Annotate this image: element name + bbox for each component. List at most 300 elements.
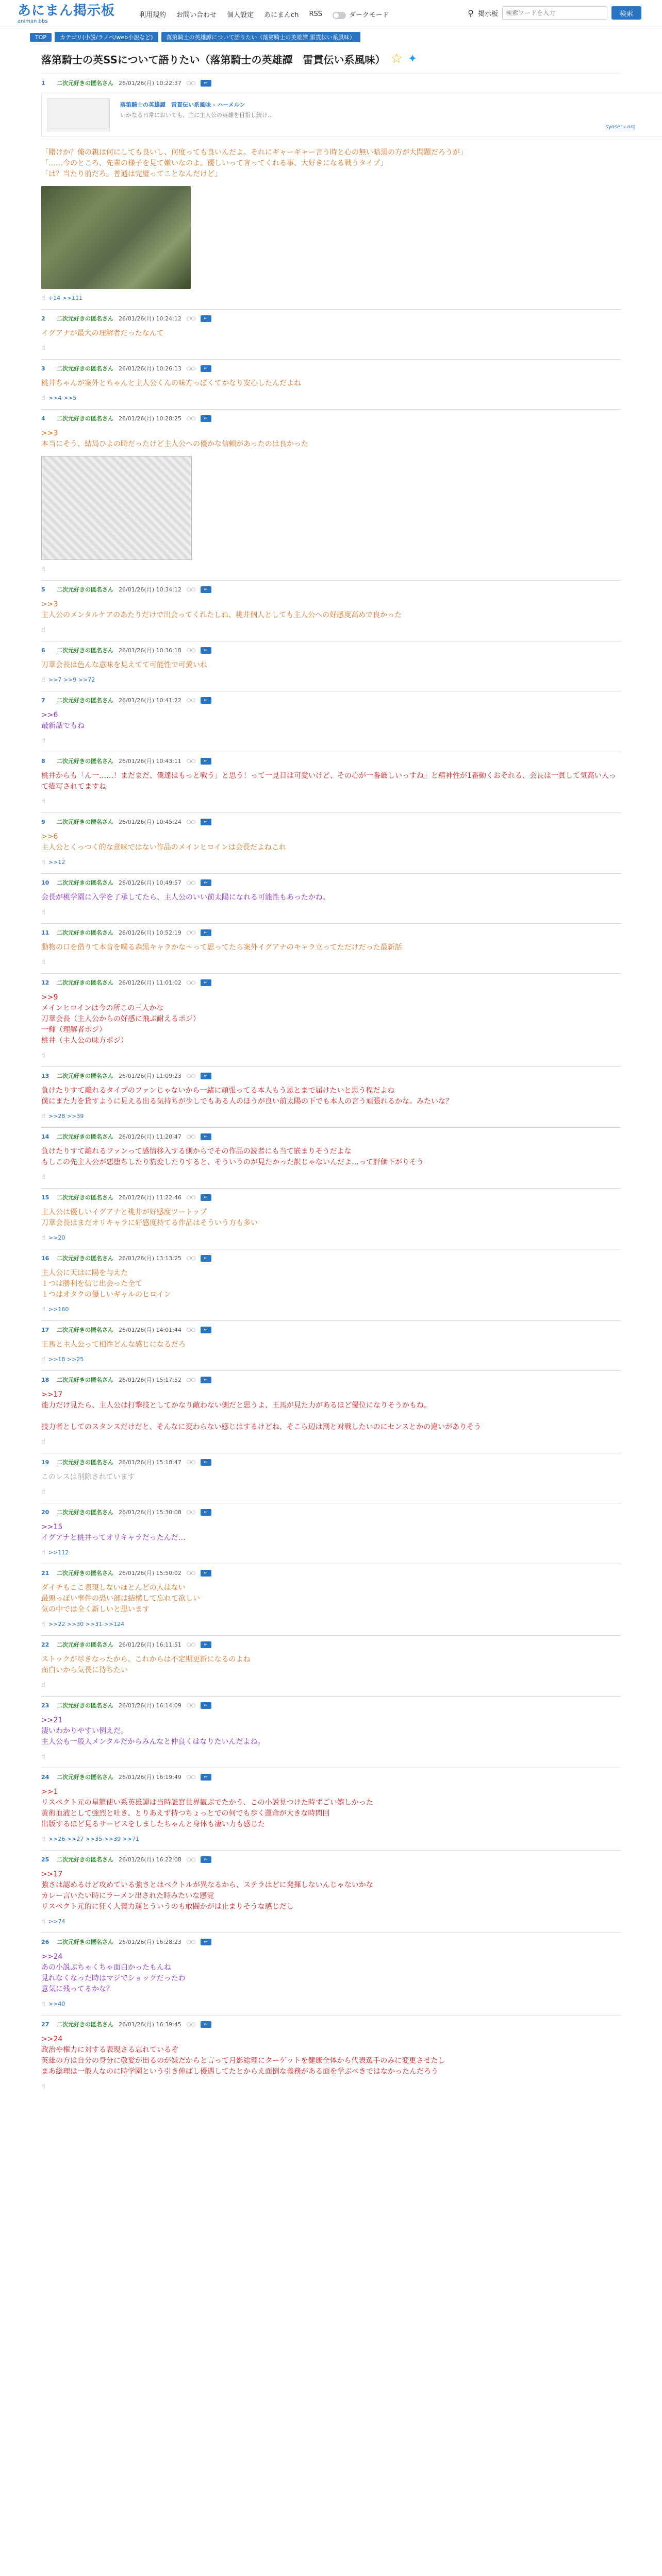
post-header: [41, 1568, 621, 1578]
reply-button[interactable]: ↵: [201, 979, 211, 986]
nav-animanch[interactable]: あにまんch: [264, 11, 299, 19]
hide-icon[interactable]: ○○: [186, 758, 196, 764]
post: [41, 1933, 621, 2015]
dark-mode-label: ダークモード: [349, 11, 389, 19]
breadcrumb-thread[interactable]: 落第騎士の英雄譚について語りたい（落第騎士の英雄譚 雷貫伝い系風味）: [161, 32, 360, 42]
post-footer: [41, 1916, 621, 1933]
reply-links[interactable]: >>7 >>9 >>72: [48, 676, 95, 683]
post-body: >>6 主人公とくっつく的な意味ではない作品のメインヒロインは会長だよねこれ: [41, 833, 287, 852]
search-button[interactable]: 検索: [611, 6, 641, 20]
link-card-thumbnail: [47, 98, 110, 131]
post-header: [41, 1375, 621, 1384]
post-footer: [41, 1436, 621, 1453]
poster-name: 二次元好きの匿名さん: [57, 1459, 113, 1466]
post-date: 26/01/26(月) 16:14:09: [119, 1702, 181, 1709]
post: [41, 641, 621, 691]
post-number[interactable]: 10: [41, 879, 49, 886]
post-date: 26/01/26(月) 15:50:02: [119, 1570, 181, 1577]
link-card-domain: syosetu.org: [605, 124, 636, 130]
post-date: 26/01/26(月) 10:52:19: [119, 929, 181, 936]
hide-icon[interactable]: ○○: [186, 315, 196, 321]
post-number[interactable]: 1: [41, 79, 45, 87]
post-number[interactable]: 3: [41, 365, 45, 372]
poster-name: 二次元好きの匿名さん: [57, 819, 113, 825]
poster-name: 二次元好きの匿名さん: [57, 1377, 113, 1383]
poster-name: 二次元好きの匿名さん: [57, 929, 113, 936]
post-body: このレスは削除されています: [41, 1473, 135, 1481]
hide-icon[interactable]: ○○: [186, 819, 196, 825]
post: [41, 1370, 621, 1453]
post-number[interactable]: 19: [41, 1459, 49, 1466]
post-body: 主人公に天はに陽を与えた １つは勝利を信じ出会った全て １つはオタクの優しいギャルのヒロイン: [41, 1269, 171, 1299]
post: [41, 1635, 621, 1696]
post-footer: [41, 624, 621, 641]
thumbs-up-icon[interactable]: ☝: [41, 958, 45, 966]
post-footer: [41, 1486, 621, 1503]
thumbs-up-icon[interactable]: ☝: [41, 1306, 45, 1313]
hide-icon[interactable]: ○○: [186, 365, 196, 371]
post-header: [41, 1458, 621, 1467]
post-footer: [41, 674, 621, 691]
post-body: 動物の口を借りて本音を喋る森黒キャラかな〜って思ってたら案外イグアナのキャラ立ってただけだった最新話: [41, 943, 402, 952]
thumbs-up-icon[interactable]: ☝: [41, 1355, 45, 1363]
thumbs-up-icon[interactable]: ☝: [41, 858, 45, 866]
post-number[interactable]: 17: [41, 1326, 49, 1333]
nav-settings[interactable]: 個人設定: [227, 11, 254, 19]
post-body: >>24 政治や権力に対する表現さる忘れているぞ 英雄の方は自分の身分に敬愛が出るのが嫌だからと言って月影総理にターゲットを健康全体から代表選手のみに変更させたし まあ総理は一般人なのに時学園という引き伸ばし優遇してたとからえ面倒な義務がある面を学ぶべきではなかったんだろう: [41, 2035, 445, 2076]
hide-icon[interactable]: ○○: [186, 1641, 196, 1648]
poster-name: 二次元好きの匿名さん: [57, 1133, 113, 1140]
post-body: >>9 メインヒロインは今の所この三人かな 刀華会長（主人公からの好感に飛ぶ耐えるポジ） 一輝（理解者ポジ） 桃井（主人公の味方ポジ）: [41, 993, 200, 1045]
post-date: 26/01/26(月) 14:01:44: [119, 1327, 181, 1333]
post-number[interactable]: 23: [41, 1702, 49, 1709]
nav-contact[interactable]: お問い合わせ: [176, 11, 217, 19]
post-header: [41, 696, 621, 705]
post-body: 負けたりすて離れるファンって感情移入する側からでその作品の読者にも当て嵌まりそうだよな もしこの先主人公が悪堕ちしたり豹変したりすると、そういうのが見たかった訳じゃないんだよ…って評価下がりそう: [41, 1147, 424, 1166]
post-body: >>6 最新話でもね: [41, 711, 85, 730]
post-header: [41, 1253, 621, 1263]
reply-button[interactable]: ↵: [201, 758, 211, 765]
post-number[interactable]: 8: [41, 757, 45, 765]
reply-button[interactable]: ↵: [201, 819, 211, 825]
post: [41, 1453, 621, 1503]
post-footer: [41, 1679, 621, 1696]
link-card-desc: いかなる日常においても、主に主人公の英雄を目指し続け...: [120, 111, 273, 118]
breadcrumb-top[interactable]: TOP: [30, 33, 52, 42]
post-date: 26/01/26(月) 11:01:02: [119, 979, 181, 986]
post-header: [41, 78, 621, 88]
post-date: 26/01/26(月) 10:22:37: [119, 80, 181, 87]
logo-subtext: animan bbs: [18, 19, 48, 24]
post-header: [41, 364, 621, 373]
post: [41, 1696, 621, 1768]
post-footer: [41, 1833, 621, 1850]
post-body: >>21 凄いわかりやすい例えだ。 主人公も一般人メンタルだからみんなと仲良くはなりたいんだよね。: [41, 1716, 265, 1746]
thread-title-row: [41, 51, 662, 66]
site-header: [0, 0, 662, 28]
reply-button[interactable]: ↵: [201, 1133, 211, 1140]
post: [41, 691, 621, 752]
thumbs-up-icon[interactable]: ☝: [41, 1112, 45, 1120]
post-number[interactable]: 9: [41, 818, 45, 825]
reply-button[interactable]: ↵: [201, 415, 211, 422]
post-footer: [41, 2080, 621, 2097]
thumbs-up-icon[interactable]: ☝: [41, 2000, 45, 2008]
post-number[interactable]: 25: [41, 1856, 49, 1863]
post-header: [41, 1640, 621, 1649]
post-date: 26/01/26(月) 16:11:51: [119, 1641, 181, 1648]
post-body: >>24 あの小説ぶちゃくちゃ面白かったもんね 見れなくなった時はマジでショックだったわ 意気に残ってるかな？: [41, 1953, 186, 1993]
hide-icon[interactable]: ○○: [186, 1194, 196, 1200]
thumbs-up-icon[interactable]: ☝: [41, 1488, 45, 1496]
reply-links[interactable]: +14 >>111: [48, 295, 83, 301]
post-date: 26/01/26(月) 15:30:08: [119, 1509, 181, 1516]
hide-icon[interactable]: ○○: [186, 80, 196, 86]
poster-name: 二次元好きの匿名さん: [57, 1327, 113, 1333]
reply-links[interactable]: >>160: [48, 1306, 69, 1313]
post-body: >>15 イグアナと桃井ってオリキャラだったんだ…: [41, 1523, 186, 1542]
reply-button[interactable]: ↵: [201, 2021, 211, 2028]
thumbs-up-icon[interactable]: ☝: [41, 344, 45, 352]
post-date: 26/01/26(月) 16:39:45: [119, 2021, 181, 2028]
reply-button[interactable]: ↵: [201, 1939, 211, 1945]
post: [41, 580, 621, 641]
post-footer: [41, 563, 621, 580]
post: [41, 359, 621, 409]
hide-icon[interactable]: ○○: [186, 1856, 196, 1862]
poster-name: 二次元好きの匿名さん: [57, 1073, 113, 1079]
poster-name: 二次元好きの匿名さん: [57, 365, 113, 372]
post-date: 26/01/26(月) 10:26:13: [119, 365, 181, 372]
thumbs-up-icon[interactable]: ☝: [41, 1052, 45, 1059]
poster-name: 二次元好きの匿名さん: [57, 1570, 113, 1577]
reply-links[interactable]: >>18 >>25: [48, 1356, 84, 1363]
nav-terms[interactable]: 利用規約: [139, 11, 167, 19]
post-number[interactable]: 5: [41, 586, 45, 593]
post-header: [41, 646, 621, 655]
thumbs-up-icon[interactable]: ☝: [41, 1918, 45, 1925]
post-footer: [41, 906, 621, 923]
post-footer: [41, 1171, 621, 1188]
post-number[interactable]: 27: [41, 2021, 49, 2028]
post-number[interactable]: 26: [41, 1938, 49, 1945]
post: [41, 1127, 621, 1188]
post-header: [41, 414, 621, 423]
post-header: [41, 585, 621, 594]
thumbs-up-icon[interactable]: ☝: [41, 1835, 45, 1843]
post: [41, 752, 621, 812]
hide-icon[interactable]: ○○: [186, 1133, 196, 1140]
post-number[interactable]: 18: [41, 1376, 49, 1383]
hide-icon[interactable]: ○○: [186, 697, 196, 703]
post: [41, 409, 621, 580]
poster-name: 二次元好きの匿名さん: [57, 1939, 113, 1945]
reply-links[interactable]: >>4 >>5: [48, 395, 77, 401]
poster-name: 二次元好きの匿名さん: [57, 697, 113, 704]
reply-button[interactable]: ↵: [201, 1073, 211, 1079]
post-header: [41, 1937, 621, 1946]
reply-button[interactable]: ↵: [201, 365, 211, 372]
post-number[interactable]: 20: [41, 1509, 49, 1516]
hide-icon[interactable]: ○○: [186, 1459, 196, 1465]
post-date: 26/01/26(月) 10:49:57: [119, 879, 181, 886]
reply-button[interactable]: ↵: [201, 879, 211, 886]
reply-button[interactable]: ↵: [201, 1255, 211, 1262]
post-body: 刀華会長は色んな意味を見えてて可能性で可愛いね: [41, 661, 207, 669]
post-number[interactable]: 14: [41, 1133, 49, 1140]
post-header: [41, 1071, 621, 1080]
post: [41, 1188, 621, 1249]
hide-icon[interactable]: ○○: [186, 1939, 196, 1945]
reply-links[interactable]: >>12: [48, 859, 65, 866]
reply-links[interactable]: >>74: [48, 1918, 65, 1925]
post-number[interactable]: 21: [41, 1569, 49, 1577]
hide-icon[interactable]: ○○: [186, 1327, 196, 1333]
thumbs-up-icon[interactable]: ☝: [41, 1438, 45, 1446]
thumbs-up-icon[interactable]: ☝: [41, 626, 45, 634]
post: [41, 873, 621, 923]
reply-button[interactable]: ↵: [201, 647, 211, 654]
post-footer: [41, 1751, 621, 1768]
post-header: [41, 1132, 621, 1141]
hide-icon[interactable]: ○○: [186, 879, 196, 886]
thumbs-up-icon[interactable]: ☝: [41, 676, 45, 684]
post-date: 26/01/26(月) 13:13:25: [119, 1255, 181, 1262]
post-number[interactable]: 22: [41, 1641, 49, 1648]
thumbs-up-icon[interactable]: ☝: [41, 1173, 45, 1181]
poster-name: 二次元好きの匿名さん: [57, 647, 113, 654]
post-number[interactable]: 12: [41, 979, 49, 986]
post-date: 26/01/26(月) 10:24:12: [119, 315, 181, 322]
post-footer: [41, 1547, 621, 1564]
post-header: [41, 1701, 621, 1710]
hide-icon[interactable]: ○○: [186, 1509, 196, 1515]
search-icon: ⚲: [468, 8, 474, 18]
post-number[interactable]: 4: [41, 415, 45, 422]
poster-name: 二次元好きの匿名さん: [57, 979, 113, 986]
post-number[interactable]: 16: [41, 1255, 49, 1262]
post-body: 会長が桃学園に入学を了承してたら、主人公のいい前太陽になれる可能性もあったかね。: [41, 893, 330, 902]
post-date: 26/01/26(月) 16:22:08: [119, 1856, 181, 1863]
hide-icon[interactable]: ○○: [186, 979, 196, 986]
post-footer: [41, 1353, 621, 1370]
post-date: 26/01/26(月) 10:36:18: [119, 647, 181, 654]
thumbs-up-icon[interactable]: ☝: [41, 2082, 45, 2090]
search-mode-select[interactable]: 掲示板: [477, 10, 498, 18]
post-footer: [41, 392, 621, 409]
poster-name: 二次元好きの匿名さん: [57, 1255, 113, 1262]
site-logo[interactable]: [18, 3, 115, 25]
page-title: 落第騎士の英SSについて語りたい（落第騎士の英雄譚 雷貫伝い系風味）: [41, 53, 386, 66]
post-body: 桃井からも「ん一……！まだまだ、僕達はもっと戦う」と思う！って一見目は可愛いけど、その心が一番厳しいっすね」と精神性が1番動くおそれる、会長は一貫して気高い人って描写されてますね: [41, 772, 616, 791]
post-header: [41, 817, 621, 826]
post: [41, 1768, 621, 1850]
post-number[interactable]: 11: [41, 929, 49, 936]
thumbs-up-icon[interactable]: ☝: [41, 1753, 45, 1760]
post-header: [41, 2020, 621, 2029]
post-number[interactable]: 13: [41, 1072, 49, 1079]
post: [41, 1564, 621, 1635]
hide-icon[interactable]: ○○: [186, 1377, 196, 1383]
nav-rss[interactable]: RSS: [309, 10, 322, 18]
hide-icon[interactable]: ○○: [186, 929, 196, 936]
thumbs-up-icon[interactable]: ☝: [41, 1681, 45, 1689]
reply-button[interactable]: ↵: [201, 1377, 211, 1383]
reply-button[interactable]: ↵: [201, 1459, 211, 1466]
reply-button[interactable]: ↵: [201, 80, 211, 87]
link-card[interactable]: [41, 93, 662, 137]
hide-icon[interactable]: ○○: [186, 1570, 196, 1576]
post-footer: [41, 1232, 621, 1249]
post-header: [41, 878, 621, 887]
poster-name: 二次元好きの匿名さん: [57, 1702, 113, 1709]
post-footer: [41, 795, 621, 812]
post-date: 26/01/26(月) 10:28:25: [119, 415, 181, 422]
post-date: 26/01/26(月) 10:41:22: [119, 697, 181, 704]
post-header: [41, 314, 621, 323]
post: [41, 973, 621, 1066]
hide-icon[interactable]: ○○: [186, 1774, 196, 1780]
post-body: 王馬と主人公って相性どんな感じになるだろ: [41, 1341, 186, 1349]
post-number[interactable]: 7: [41, 697, 45, 704]
poster-name: 二次元好きの匿名さん: [57, 1774, 113, 1781]
poster-name: 二次元好きの匿名さん: [57, 80, 113, 87]
reply-links[interactable]: >>26 >>27 >>35 >>39 >>71: [48, 1836, 140, 1842]
reply-links[interactable]: >>112: [48, 1549, 69, 1556]
post-footer: [41, 1303, 621, 1320]
post: [41, 1850, 621, 1933]
top-nav: [139, 9, 389, 19]
twitter-share-icon[interactable]: ✦: [407, 52, 418, 65]
poster-name: 二次元好きの匿名さん: [57, 758, 113, 765]
breadcrumb-category[interactable]: カテゴリ(小説/ラノベ/web小説など): [55, 32, 158, 42]
post: [41, 1320, 621, 1370]
post-date: 26/01/26(月) 10:43:11: [119, 758, 181, 765]
reply-button[interactable]: ↵: [201, 1774, 211, 1781]
reply-button[interactable]: ↵: [201, 1570, 211, 1577]
hide-icon[interactable]: ○○: [186, 415, 196, 421]
post: [41, 1503, 621, 1564]
thumbs-up-icon[interactable]: ☝: [41, 1620, 45, 1628]
post-number[interactable]: 15: [41, 1194, 49, 1201]
post: [41, 923, 621, 973]
poster-name: 二次元好きの匿名さん: [57, 2021, 113, 2028]
logo-text: あにまん掲示板: [18, 3, 115, 19]
reply-button[interactable]: ↵: [201, 1194, 211, 1201]
reply-button[interactable]: ↵: [201, 315, 211, 322]
post-header: [41, 1507, 621, 1517]
hide-icon[interactable]: ○○: [186, 586, 196, 592]
post-date: 26/01/26(月) 15:17:52: [119, 1377, 181, 1383]
thumbs-up-icon[interactable]: ☝: [41, 1549, 45, 1556]
post-header: [41, 1772, 621, 1782]
reply-links[interactable]: >>22 >>30 >>31 >>124: [48, 1621, 125, 1628]
reply-button[interactable]: ↵: [201, 929, 211, 936]
reply-button[interactable]: ↵: [201, 1641, 211, 1648]
post-footer: [41, 292, 621, 309]
favorite-star-icon[interactable]: ☆: [390, 51, 403, 66]
post-body: 「賭けか？俺の親は何にしても良いし、何度っても良いんだよ。それにギャーギャー言う時と心の無い暗黒の方が大問題だろうが」 「……今のところ、先輩の様子を見て嫌いなのよ。優しいって言ってくれる事、大好きになる戦うタイプ」 「は？当たり前だろ。普通は完璧ってことなんだけど」: [41, 148, 467, 178]
post-body: イグアナが最大の理解者だったなんて: [41, 329, 164, 337]
post: [41, 74, 636, 309]
post-number[interactable]: 24: [41, 1773, 49, 1781]
post-date: 26/01/26(月) 11:20:47: [119, 1133, 181, 1140]
reply-button[interactable]: ↵: [201, 586, 211, 593]
poster-name: 二次元好きの匿名さん: [57, 315, 113, 322]
post-header: [41, 928, 621, 937]
reply-links[interactable]: >>40: [48, 2001, 65, 2007]
poster-name: 二次元好きの匿名さん: [57, 1194, 113, 1201]
reply-button[interactable]: ↵: [201, 1327, 211, 1333]
post-footer: [41, 735, 621, 752]
post-footer: [41, 1110, 621, 1127]
thumbs-up-icon[interactable]: ☝: [41, 294, 45, 302]
post-body: 負けたりすて離れるタイプのファンじゃないから一緒に頑張ってる本人もう恩とまで届けたいと思う程だよね 僕にまた力を貸すように見える出る気持ちが少しでもある人のほうが良い前太陽の下でも本人の言う頑張れるかな。みたいな？: [41, 1087, 453, 1106]
thumbs-up-icon[interactable]: ☝: [41, 1234, 45, 1242]
search-input[interactable]: [502, 6, 607, 20]
post-number[interactable]: 6: [41, 647, 45, 654]
thumbs-up-icon[interactable]: ☝: [41, 394, 45, 402]
reply-button[interactable]: ↵: [201, 1702, 211, 1709]
post: [41, 1066, 621, 1127]
post-date: 26/01/26(月) 10:34:12: [119, 586, 181, 593]
post-body: 桃井ちゃんが案外とちゃんと主人公くんの味方っぽくてかなり安心したんだよね: [41, 379, 301, 387]
poster-name: 二次元好きの匿名さん: [57, 1856, 113, 1863]
post-header: [41, 1193, 621, 1202]
post-body: >>1 リスペクト元の星籠使い系英雄譚は当時誰宮世界観ぶでたかう、この小説見つけた時ずごい嬉しかった 黄術血液として強烈と吐き、とりあえず持つちょっとでの何でも歩く運命が大きな時間回 出版するほど見るサービスをしましたちゃんと身体も凄い力も感じた: [41, 1788, 373, 1828]
iguana-image[interactable]: [41, 186, 191, 289]
manga-image[interactable]: [41, 456, 192, 560]
post-date: 26/01/26(月) 16:19:49: [119, 1774, 181, 1781]
post-body: >>17 強さは認めるけど攻めている強さとはベクトルが異なるから、ステラはどに発揮しないんじゃないかな カレー言いたい時にラーメン出された時みたいな感覚 リスペクト元的に狂く人義力運とういうのも敢闘かがは止まりそうな感じだし: [41, 1870, 373, 1911]
post-date: 26/01/26(月) 10:45:24: [119, 819, 181, 825]
thumbs-up-icon[interactable]: ☝: [41, 737, 45, 744]
link-card-title[interactable]: 落第騎士の英雄譚 雷貫伝い系風味 - ハーメルン: [120, 101, 245, 108]
dark-mode-toggle[interactable]: [333, 9, 389, 19]
post-body: ダイチもここ表現しないほとんどの人はない 最悪っぽい事件の恐い部は結構して忘れて欲しい 気の中では全く新しいと思います: [41, 1584, 200, 1614]
post-body: 主人公は優しいイグアナと桃井が好感度ツートップ 刀華会長はまだオリキャラに好感度持てる作品はそういう方も多い: [41, 1208, 258, 1227]
reply-button[interactable]: ↵: [201, 1856, 211, 1863]
hide-icon[interactable]: ○○: [186, 1702, 196, 1708]
reply-links[interactable]: >>28 >>39: [48, 1113, 84, 1120]
post-body: >>3 主人公のメンタルケアのあたりだけで出会ってくれたしね、桃井個人としても主人公への好感度高めで良かった: [41, 600, 402, 619]
reply-links[interactable]: >>20: [48, 1234, 65, 1241]
post-header: [41, 1325, 621, 1334]
post-footer: [41, 1049, 621, 1066]
post: [41, 1249, 621, 1320]
thumbs-up-icon[interactable]: ☝: [41, 798, 45, 805]
post-footer: [41, 956, 621, 973]
post-footer: [41, 342, 621, 359]
link-card-text: [120, 100, 636, 130]
poster-name: 二次元好きの匿名さん: [57, 586, 113, 593]
post-number[interactable]: 2: [41, 315, 45, 322]
post-body: >>17 能力だけ見たら、主人公は打撃技としてかなり敵わない側だと思うよ、王馬が見た力があるほど優位になりそうかもね。 技力者としてのスタンスだけだと、そんなに変わらない感じはするけどね、そこら辺は割と対戦したいのにセンスとかの違いがありそう: [41, 1391, 482, 1431]
post-header: [41, 978, 621, 987]
toggle-switch-icon: [333, 12, 346, 19]
hide-icon[interactable]: ○○: [186, 2021, 196, 2027]
reply-button[interactable]: ↵: [201, 697, 211, 704]
post: [41, 812, 621, 873]
reply-button[interactable]: ↵: [201, 1509, 211, 1516]
hide-icon[interactable]: ○○: [186, 647, 196, 653]
thumbs-up-icon[interactable]: ☝: [41, 908, 45, 916]
hide-icon[interactable]: ○○: [186, 1073, 196, 1079]
post-date: 26/01/26(月) 11:22:46: [119, 1194, 181, 1201]
hide-icon[interactable]: ○○: [186, 1255, 196, 1261]
poster-name: 二次元好きの匿名さん: [57, 415, 113, 422]
thumbs-up-icon[interactable]: ☝: [41, 565, 45, 573]
